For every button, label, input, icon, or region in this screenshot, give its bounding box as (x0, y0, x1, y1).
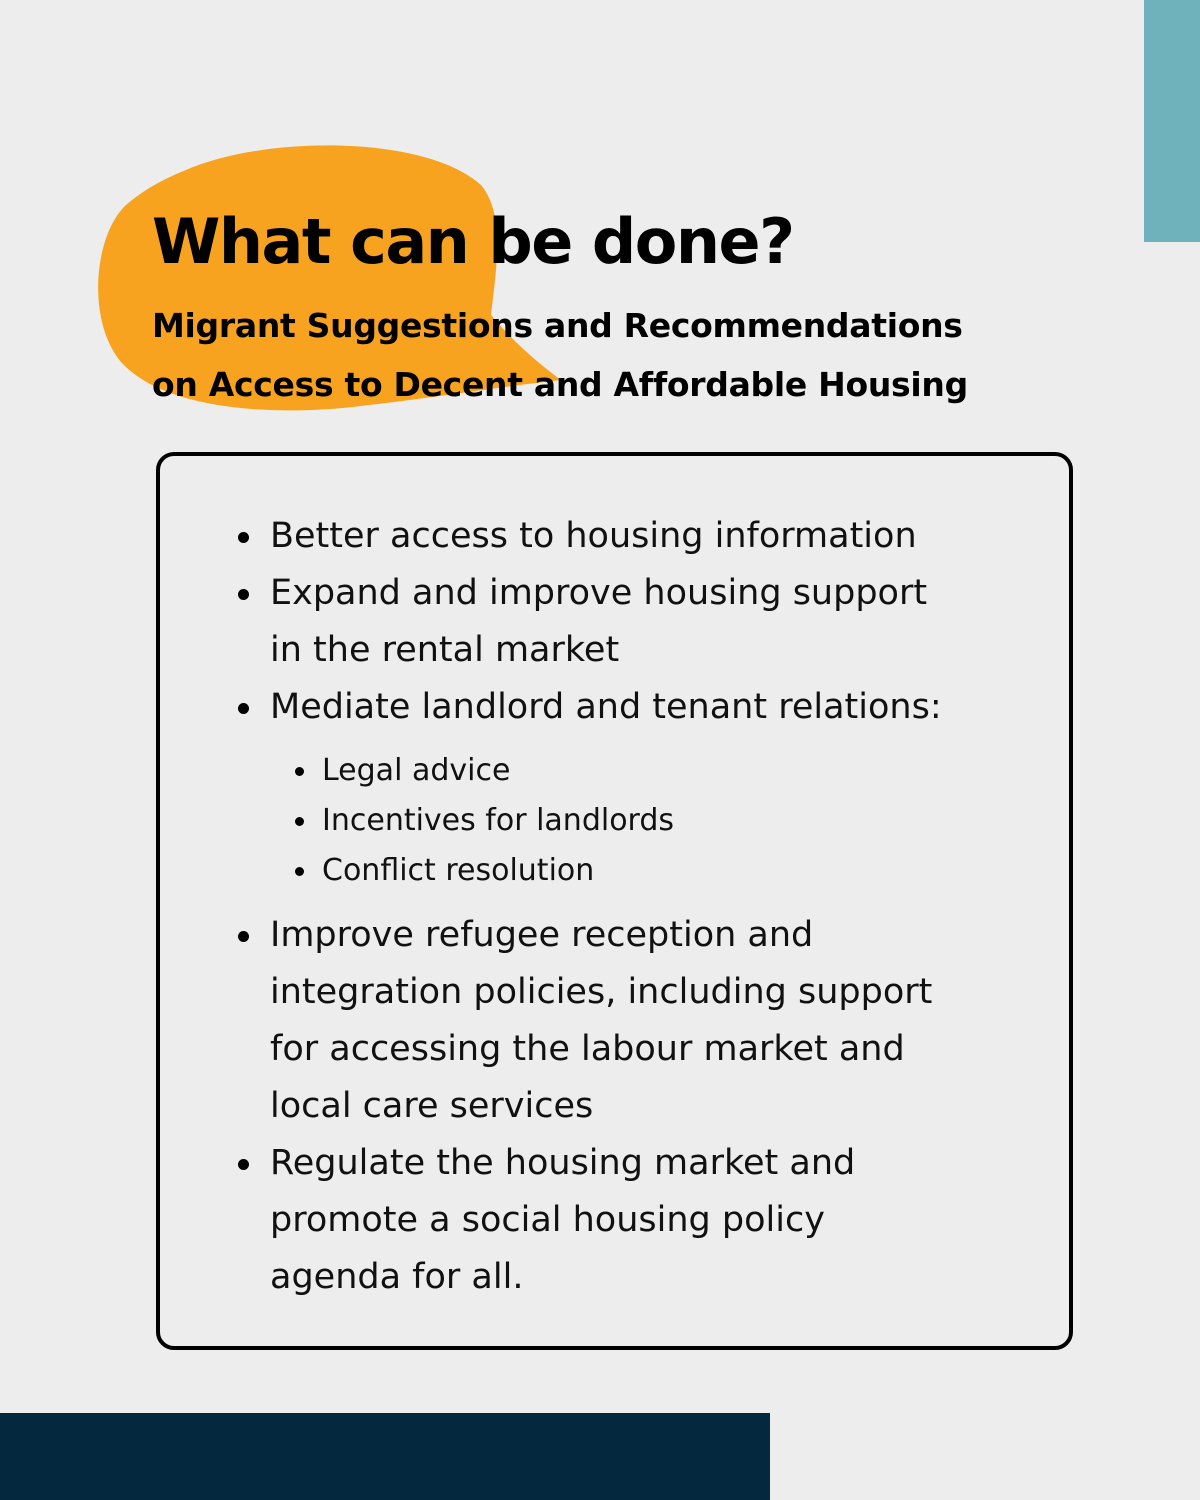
teal-accent-bar (1144, 0, 1200, 242)
list-item (270, 508, 917, 565)
navy-accent-bar (0, 1413, 770, 1500)
list-item-text: Better access to housing information (270, 516, 917, 556)
subtitle-line-2: on Access to Decent and Affordable Housing (152, 365, 968, 404)
bullet-icon (295, 817, 304, 826)
list-item (270, 907, 932, 1135)
sub-list-item (322, 846, 594, 896)
bullet-icon (238, 532, 249, 543)
bullet-icon (295, 867, 304, 876)
list-item-text: local care services (270, 1086, 594, 1126)
bullet-icon (295, 767, 304, 776)
page-subtitle (152, 296, 1112, 414)
sub-list-item-text: Conflict resolution (322, 853, 595, 888)
sub-list-item-text: Incentives for landlords (322, 803, 675, 838)
list-item-text: Regulate the housing market and (270, 1143, 856, 1183)
list-item-text: Improve refugee reception and (270, 915, 814, 955)
recommendations-card (156, 452, 1073, 1350)
list-item (270, 565, 927, 679)
list-item-text: Mediate landlord and tenant relations: (270, 687, 942, 727)
sub-list-item (322, 746, 510, 796)
list-item (270, 679, 942, 736)
list-item-text: agenda for all. (270, 1257, 524, 1297)
list-item-text: Expand and improve housing support (270, 573, 928, 613)
list-item-text: integration policies, including support (270, 972, 933, 1012)
list-item-text: for accessing the labour market and (270, 1029, 905, 1069)
bullet-icon (238, 589, 249, 600)
list-item-text: in the rental market (270, 630, 620, 670)
list-item-text: promote a social housing policy (270, 1200, 825, 1240)
list-item (270, 1135, 855, 1306)
page-title: What can be done? (152, 205, 794, 278)
bullet-icon (238, 931, 249, 942)
sub-list-item-text: Legal advice (322, 753, 511, 788)
sub-list-item (322, 796, 674, 846)
subtitle-line-1: Migrant Suggestions and Recommendations (152, 306, 963, 345)
bullet-icon (238, 703, 249, 714)
bullet-icon (238, 1159, 249, 1170)
